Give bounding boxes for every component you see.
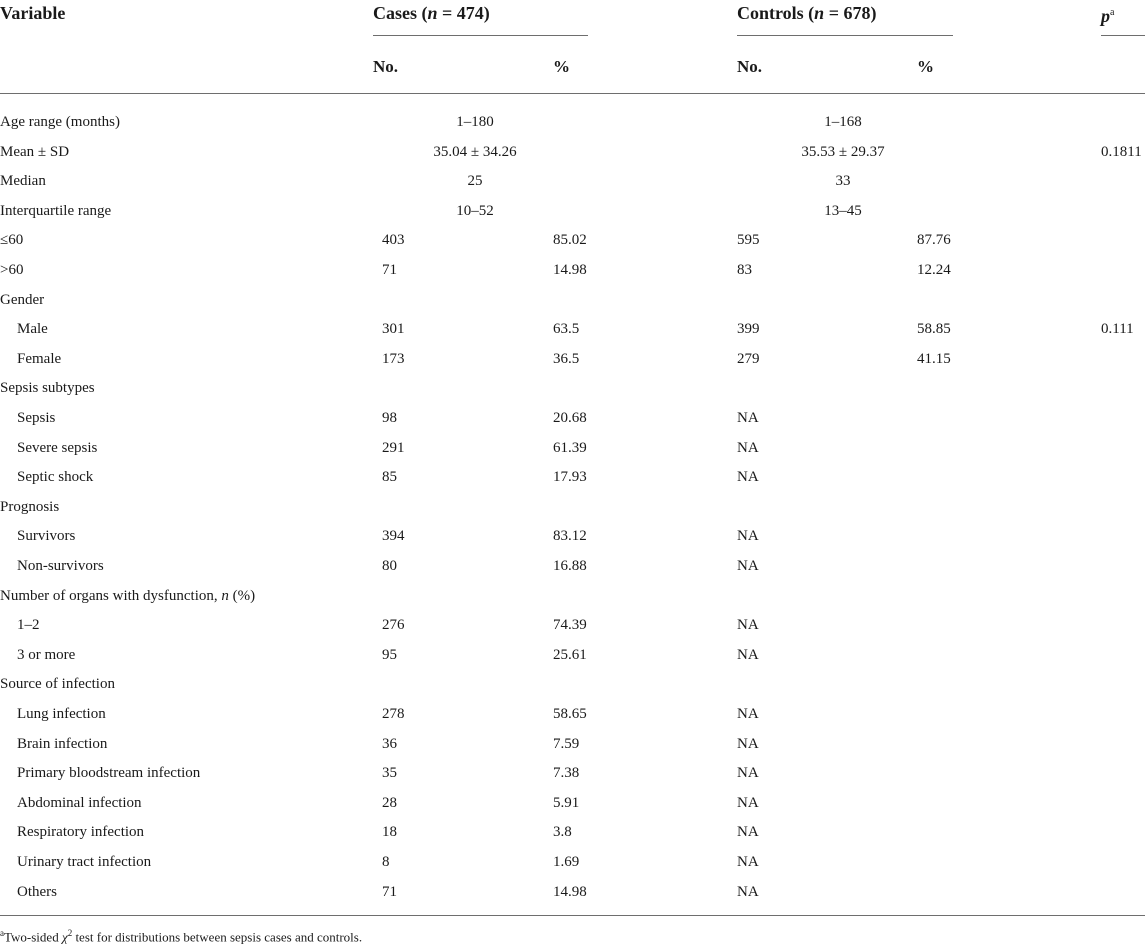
table-row — [0, 852, 1145, 882]
controls-no-cell: NA — [737, 558, 759, 574]
header-p-symbol: p — [1101, 6, 1110, 26]
cases-pct-cell: 61.39 — [553, 439, 587, 456]
controls-pct-cell: 58.85 — [917, 321, 951, 338]
cases-no-cell: 95 — [382, 646, 397, 663]
subheader-controls-pct: % — [917, 57, 934, 76]
subheader-cases-no: No. — [373, 57, 399, 76]
cases-pct-cell: 17.93 — [553, 469, 587, 486]
table-row — [0, 408, 1145, 438]
controls-no-cell: NA — [737, 794, 759, 811]
row-label — [0, 142, 69, 162]
footnote-text: test for distributions between sepsis cases and controls. — [72, 929, 363, 945]
controls-no-cell: NA — [737, 528, 759, 545]
table-row — [0, 171, 1145, 201]
row-label — [0, 290, 44, 310]
row-label — [17, 645, 75, 665]
row-label — [0, 230, 23, 250]
row-label — [0, 201, 111, 221]
p-group-rule — [1101, 35, 1145, 36]
row-label-text: Lung infection — [17, 706, 106, 722]
cases-pct-cell: 14.98 — [553, 883, 587, 900]
table-row — [0, 497, 1145, 527]
table-row — [0, 290, 1145, 320]
controls-no-cell: NA — [737, 883, 759, 900]
row-label-text: Others — [17, 883, 57, 900]
row-label — [0, 586, 255, 606]
controls-no-cell: 279 — [737, 350, 760, 367]
controls-merged-cell: 13–45 — [824, 202, 862, 219]
row-label-italic: n — [221, 587, 229, 604]
row-label-text: Median — [0, 173, 46, 190]
table-row — [0, 704, 1145, 734]
controls-no-cell: 83 — [737, 262, 752, 278]
controls-pct-cell: 41.15 — [917, 350, 951, 367]
row-label — [17, 882, 57, 902]
row-label — [0, 112, 120, 132]
header-cases — [373, 2, 490, 24]
cases-pct-cell: 7.38 — [553, 765, 580, 782]
cases-merged-cell: 10–52 — [456, 202, 494, 219]
row-label-text: Interquartile range — [0, 202, 112, 219]
row-label-text: ≤60 — [0, 232, 24, 249]
cases-no-cell: 98 — [382, 410, 397, 426]
row-label — [17, 526, 75, 546]
row-label — [17, 556, 104, 576]
table-row — [0, 882, 1145, 912]
row-label-text: Non-survivors — [17, 558, 104, 574]
cases-pct-cell: 74.39 — [553, 617, 587, 634]
header-variable: Variable — [0, 3, 66, 23]
table-row — [0, 112, 1145, 142]
row-label-text: Respiratory infection — [17, 824, 145, 841]
row-label — [0, 674, 115, 694]
controls-no-cell: NA — [737, 410, 759, 426]
row-label-text: Septic shock — [17, 469, 94, 486]
table-row — [0, 615, 1145, 645]
cases-pct-cell: 85.02 — [553, 232, 587, 249]
controls-no-cell: NA — [737, 469, 759, 486]
subheader-cases-pct: % — [553, 57, 570, 76]
controls-merged-cell: 35.53 ± 29.37 — [801, 143, 885, 160]
cases-no-cell: 85 — [382, 469, 397, 486]
cases-no-cell: 71 — [382, 883, 397, 900]
controls-no-cell: NA — [737, 824, 759, 841]
row-label — [17, 319, 48, 339]
table-row — [0, 467, 1145, 497]
row-label — [17, 734, 107, 754]
controls-merged-cell: 1–168 — [824, 114, 862, 130]
cases-pct-cell: 1.69 — [553, 854, 580, 870]
row-label-text: Urinary tract infection — [17, 854, 152, 870]
row-label — [17, 467, 93, 487]
footnote — [0, 925, 362, 945]
cases-no-cell: 403 — [382, 232, 405, 249]
cases-no-cell: 278 — [382, 706, 405, 722]
cases-pct-cell: 25.61 — [553, 646, 587, 663]
row-label — [17, 704, 106, 724]
row-label-text: 1–2 — [17, 617, 40, 634]
p-value-cell: 0.1811 — [1101, 143, 1142, 160]
subheader-controls-no: No. — [737, 57, 763, 76]
table-row — [0, 438, 1145, 468]
row-label-tail: (%) — [228, 587, 256, 604]
row-label-text: Severe sepsis — [17, 439, 98, 456]
controls-pct-cell: 87.76 — [917, 232, 951, 249]
table-row — [0, 645, 1145, 675]
cases-no-cell: 18 — [382, 824, 397, 841]
header-controls — [737, 2, 876, 24]
row-label-text: Gender — [0, 291, 45, 308]
table-row — [0, 822, 1145, 852]
row-label-text: 3 or more — [17, 646, 76, 663]
cases-pct-cell: 63.5 — [553, 321, 580, 338]
table-row — [0, 378, 1145, 408]
header-cases-suffix: = 474) — [437, 3, 490, 23]
header-p-sup: a — [1110, 7, 1115, 18]
header-controls-n: n — [814, 3, 825, 23]
table-row — [0, 793, 1145, 823]
table-row — [0, 556, 1145, 586]
row-label — [17, 438, 97, 458]
row-label-text: Number of organs with dysfunction, — [0, 587, 222, 604]
cases-no-cell: 173 — [382, 350, 405, 367]
cases-pct-cell: 36.5 — [553, 350, 580, 367]
row-label — [17, 349, 61, 369]
p-value-cell: 0.111 — [1101, 321, 1134, 338]
row-label — [17, 852, 151, 872]
table-bottom-rule — [0, 915, 1145, 916]
row-label-text: Age range (months) — [0, 114, 120, 130]
table-row — [0, 319, 1145, 349]
row-label-text: >60 — [0, 262, 24, 278]
cases-no-cell: 28 — [382, 794, 397, 811]
row-label-text: Source of infection — [0, 676, 115, 693]
table-row — [0, 260, 1145, 290]
row-label-text: Survivors — [17, 528, 76, 545]
cases-no-cell: 35 — [382, 765, 397, 782]
row-label-text: Sepsis — [17, 410, 56, 426]
controls-no-cell: NA — [737, 439, 759, 456]
cases-merged-cell: 1–180 — [456, 114, 494, 130]
controls-no-cell: NA — [737, 617, 759, 634]
cases-no-cell: 301 — [382, 321, 405, 338]
header-controls-suffix: = 678) — [824, 3, 877, 23]
cases-no-cell: 291 — [382, 439, 405, 456]
table-row — [0, 142, 1145, 172]
row-label — [0, 497, 59, 517]
cases-no-cell: 36 — [382, 735, 397, 752]
row-label — [17, 822, 144, 842]
header-cases-n: n — [427, 3, 438, 23]
cases-merged-cell: 25 — [467, 173, 483, 190]
row-label-text: Brain infection — [17, 735, 108, 752]
table-row — [0, 586, 1145, 616]
row-label-text: Abdominal infection — [17, 794, 142, 811]
table-row — [0, 763, 1145, 793]
cases-no-cell: 71 — [382, 262, 397, 278]
controls-merged-cell: 33 — [835, 173, 851, 190]
cases-pct-cell: 16.88 — [553, 558, 587, 574]
controls-no-cell: NA — [737, 765, 759, 782]
table-row — [0, 734, 1145, 764]
row-label-text: Prognosis — [0, 498, 60, 515]
controls-no-cell: NA — [737, 735, 759, 752]
row-label-text: Male — [17, 321, 48, 338]
cases-no-cell: 394 — [382, 528, 405, 545]
cases-group-rule — [373, 35, 588, 36]
row-label — [0, 171, 46, 191]
header-controls-prefix: Controls ( — [737, 3, 815, 23]
footnote-mark: a — [0, 928, 4, 938]
row-label — [17, 408, 55, 428]
controls-pct-cell: 12.24 — [917, 262, 951, 278]
table-row — [0, 201, 1145, 231]
row-label-text: Mean ± SD — [0, 143, 70, 160]
controls-no-cell: NA — [737, 854, 759, 870]
row-label — [17, 615, 40, 635]
table-row — [0, 349, 1145, 379]
cases-merged-cell: 35.04 ± 34.26 — [433, 143, 517, 160]
row-label — [0, 378, 95, 398]
controls-no-cell: NA — [737, 646, 759, 663]
footnote-chi: χ — [61, 929, 68, 945]
row-label — [17, 763, 200, 783]
cases-no-cell: 276 — [382, 617, 405, 634]
header-p-value — [1101, 2, 1114, 27]
controls-group-rule — [737, 35, 953, 36]
footnote-lead: Two-sided — [4, 929, 62, 945]
cases-no-cell: 80 — [382, 558, 397, 574]
row-label — [0, 260, 23, 280]
table-row — [0, 674, 1145, 704]
cases-pct-cell: 83.12 — [553, 528, 587, 545]
table-row — [0, 526, 1145, 556]
row-label — [17, 793, 142, 813]
row-label-text: Female — [17, 350, 62, 367]
row-label-text: Primary bloodstream infection — [17, 765, 201, 782]
cases-no-cell: 8 — [382, 854, 390, 870]
cases-pct-cell: 5.91 — [553, 794, 580, 811]
header-bottom-rule — [0, 93, 1145, 94]
row-label-text: Sepsis subtypes — [0, 380, 95, 397]
controls-no-cell: 595 — [737, 232, 760, 249]
cases-pct-cell: 20.68 — [553, 410, 587, 426]
cases-pct-cell: 58.65 — [553, 706, 587, 722]
cases-pct-cell: 14.98 — [553, 262, 587, 278]
header-cases-prefix: Cases ( — [373, 3, 428, 23]
cases-pct-cell: 7.59 — [553, 735, 580, 752]
cases-pct-cell: 3.8 — [553, 824, 572, 841]
controls-no-cell: NA — [737, 706, 759, 722]
footnote-chi-sup: 2 — [67, 928, 73, 938]
table-row — [0, 230, 1145, 260]
controls-no-cell: 399 — [737, 321, 760, 338]
